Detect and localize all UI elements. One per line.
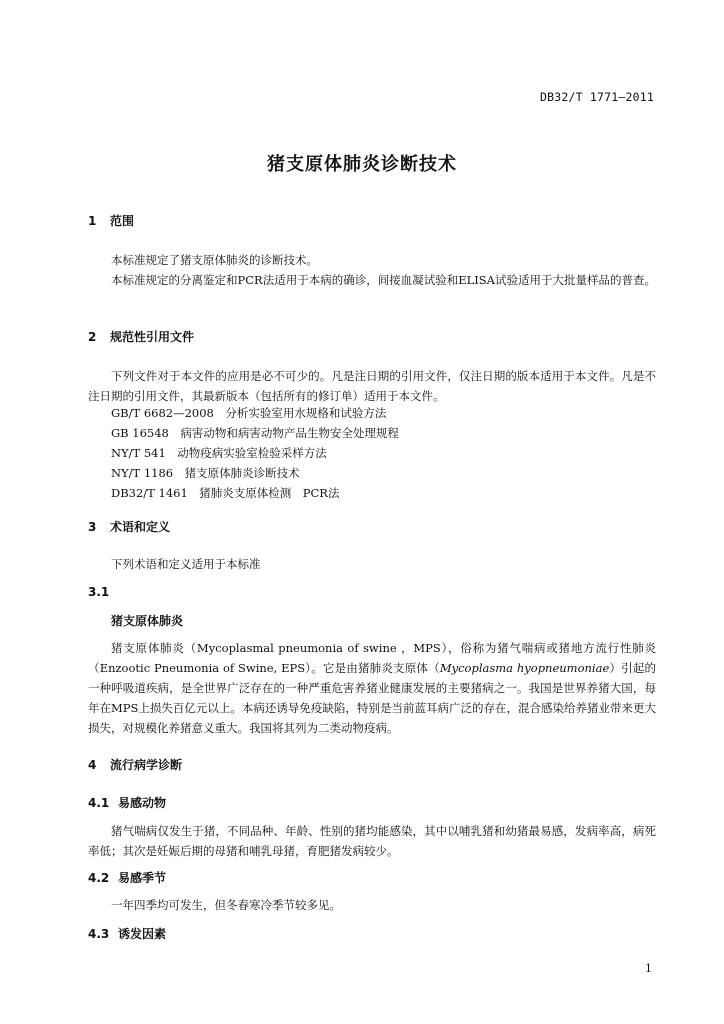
subsection-4-3-heading bbox=[88, 925, 166, 942]
section-number: 4.2 bbox=[88, 871, 110, 885]
section-1-heading bbox=[88, 212, 134, 229]
reference-item: NY/T 1186 猪支原体肺炎诊断技术 bbox=[111, 466, 300, 480]
section-title: 易感动物 bbox=[118, 796, 167, 810]
section-title: 范围 bbox=[110, 214, 135, 228]
section-number: 2 bbox=[88, 330, 97, 344]
section-number: 4.3 bbox=[88, 927, 110, 941]
reference-item: GB 16548 病害动物和病害动物产品生物安全处理规程 bbox=[111, 426, 399, 440]
section-number: 3.1 bbox=[88, 585, 110, 599]
section-title: 规范性引用文件 bbox=[110, 330, 195, 344]
definition-latin-name: Mycoplasma hyopneumoniae bbox=[439, 661, 610, 675]
term-definition bbox=[88, 638, 656, 738]
subsection-4-2-heading bbox=[88, 869, 166, 886]
subsection-3-1-heading bbox=[88, 585, 109, 599]
section-title: 术语和定义 bbox=[110, 520, 171, 534]
reference-item: GB/T 6682—2008 分析实验室用水规格和试验方法 bbox=[111, 406, 387, 420]
reference-item: DB32/T 1461 猪肺炎支原体检测 PCR法 bbox=[111, 486, 340, 500]
section-4-heading bbox=[88, 756, 182, 773]
section-title: 诱发因素 bbox=[118, 927, 167, 941]
section-1-paragraph-2: 本标准规定的分离鉴定和PCR法适用于本病的确诊，间接血凝试验和ELISA试验适用于大批量样品的普查。 bbox=[111, 273, 656, 287]
definition-text: ）引起的一种呼吸道疾病，是全世界广泛存在的一种严重危害养猪业健康发展的主要猪病之一。我国是世界养猪大国，每年在MPS上损失百亿元以上。本病还诱导免疫缺陷，特别是当前蓝耳病广泛的存在，混合感染给养猪业带来更大损失，对规模化养猪意义重大。我国将其列为二类动物疫病。 bbox=[88, 661, 657, 735]
section-number: 4.1 bbox=[88, 796, 110, 810]
section-3-heading bbox=[88, 518, 170, 535]
section-title: 流行病学诊断 bbox=[110, 758, 183, 772]
subsection-4-1-heading bbox=[88, 794, 166, 811]
document-title: 猪支原体肺炎诊断技术 bbox=[267, 154, 457, 175]
subsection-4-2-paragraph: 一年四季均可发生，但冬春寒冷季节较多见。 bbox=[111, 898, 341, 912]
section-2-paragraph: 下列文件对于本文件的应用是必不可少的。凡是注日期的引用文件，仅注日期的版本适用于本文件。凡是不注日期的引用文件，其最新版本（包括所有的修订单）适用于本文件。 bbox=[88, 369, 656, 403]
section-number: 4 bbox=[88, 758, 97, 772]
definition-text: 猪支原体肺炎（Mycoplasmal pneumonia of swine ，MPS），俗称为猪气喘病或猪地方流行性肺炎（Enzootic Pneumonia of Swine, EPS）。它是由猪肺炎支原体（ bbox=[88, 641, 656, 675]
section-number: 3 bbox=[88, 520, 97, 534]
section-title: 易感季节 bbox=[118, 871, 167, 885]
section-1-paragraph-1: 本标准规定了猪支原体肺炎的诊断技术。 bbox=[111, 253, 318, 267]
section-number: 1 bbox=[88, 214, 97, 228]
page-number: 1 bbox=[645, 962, 652, 975]
subsection-4-1-paragraph: 猪气喘病仅发生于猪，不同品种、年龄、性别的猪均能感染，其中以哺乳猪和幼猪最易感，发病率高，病死率低；其次是妊娠后期的母猪和哺乳母猪，育肥猪发病较少。 bbox=[88, 824, 656, 858]
standard-code: DB32/T 1771—2011 bbox=[540, 90, 654, 104]
reference-item: NY/T 541 动物疫病实验室检验采样方法 bbox=[111, 446, 327, 460]
section-3-paragraph: 下列术语和定义适用于本标准 bbox=[111, 557, 261, 571]
term-name: 猪支原体肺炎 bbox=[111, 614, 184, 628]
section-2-heading bbox=[88, 328, 194, 345]
